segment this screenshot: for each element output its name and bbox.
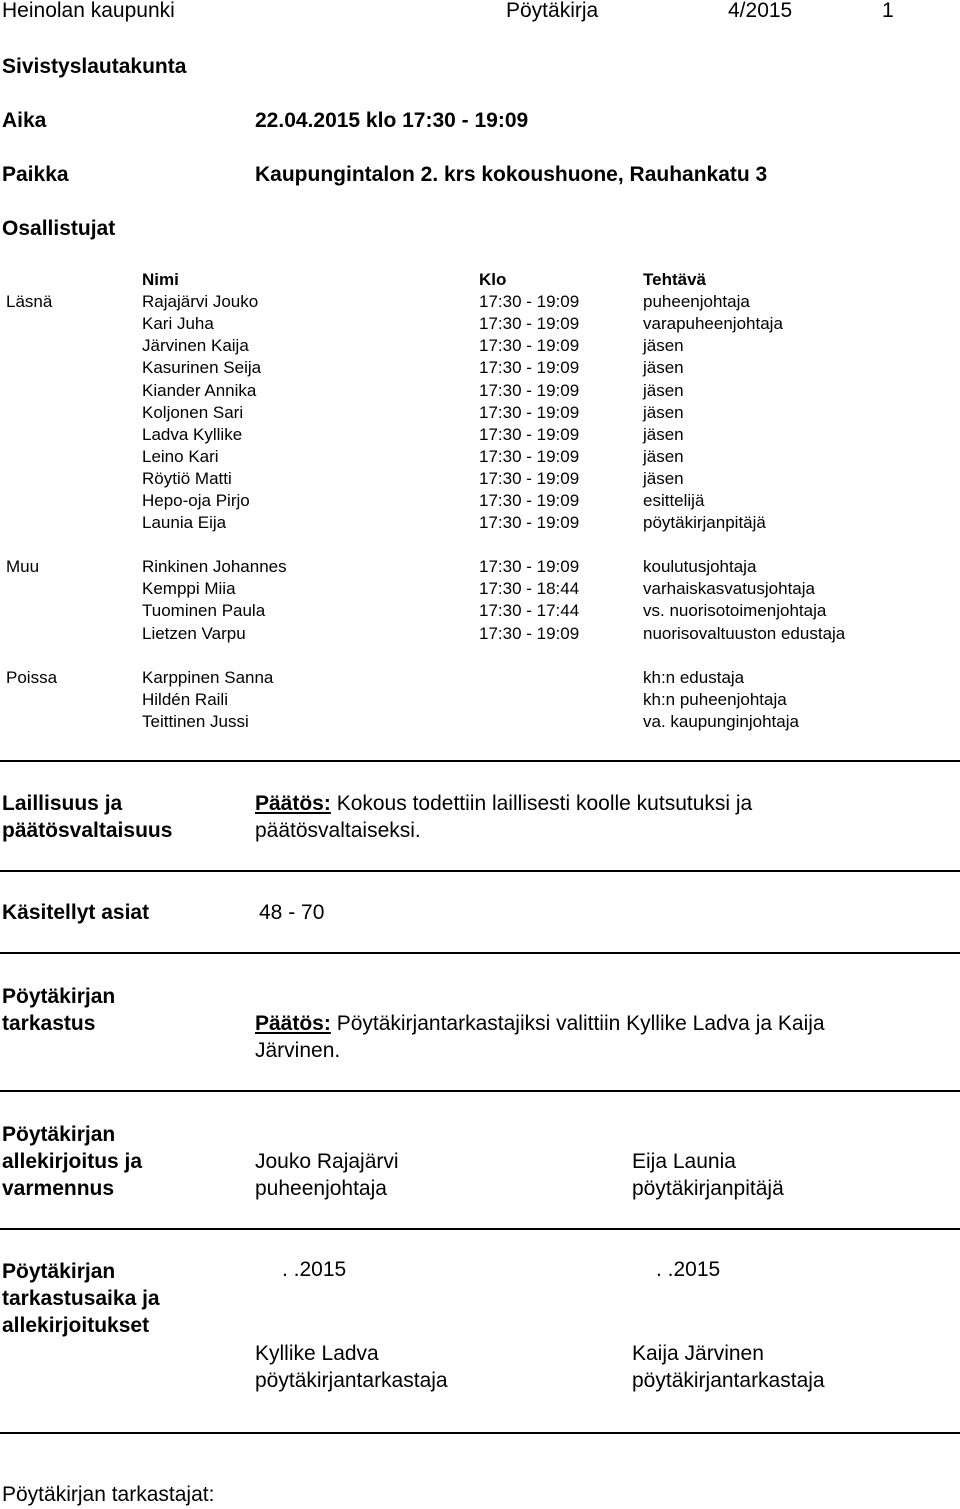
signer2-role: pöytäkirjanpitäjä: [632, 1177, 784, 1200]
legality-label-line2: päätösvaltaisuus: [2, 819, 173, 842]
participant-role: koulutusjohtaja: [643, 557, 757, 576]
signer2-name: Eija Launia: [632, 1150, 736, 1173]
participant-role: kh:n puheenjohtaja: [643, 690, 787, 709]
participant-time: 17:30 - 19:09: [479, 292, 580, 311]
signing-label-line3: varmennus: [2, 1177, 115, 1200]
participant-name: Hepo-oja Pirjo: [142, 491, 250, 510]
participant-name: Kasurinen Seija: [142, 358, 262, 377]
review-label: [2, 983, 115, 1037]
review-label-line1: Pöytäkirjan: [2, 985, 116, 1008]
participant-group-label: Poissa: [6, 668, 58, 687]
column-header-time: Klo: [479, 270, 507, 289]
participant-role: va. kaupunginjohtaja: [643, 712, 799, 731]
participant-role: jäsen: [643, 469, 684, 488]
participant-role: varapuheenjohtaja: [643, 314, 783, 333]
participant-time: 17:30 - 19:09: [479, 557, 580, 576]
participant-role: jäsen: [643, 336, 684, 355]
signer1-role: puheenjohtaja: [255, 1177, 387, 1200]
legality-label-line1: Laillisuus ja: [2, 792, 123, 815]
participant-name: Ladva Kyllike: [142, 425, 243, 444]
review-decision-text: Pöytäkirjantarkastajiksi valittiin Kyllike Ladva ja Kaija Järvinen.: [255, 1012, 825, 1062]
checking-date-1: . .2015: [282, 1258, 347, 1281]
legality-decision: [255, 790, 855, 844]
participant-role: jäsen: [643, 425, 684, 444]
participant-name: Hildén Raili: [142, 690, 228, 709]
time-label: Aika: [2, 109, 47, 132]
signing-label-line1: Pöytäkirjan: [2, 1123, 116, 1146]
participant-role: nuorisovaltuuston edustaja: [643, 624, 846, 643]
legality-decision-label: Päätös:: [255, 792, 331, 815]
legality-decision-text: Kokous todettiin laillisesti koolle kutsutuksi ja päätösvaltaiseksi.: [255, 792, 753, 842]
participant-name: Leino Kari: [142, 447, 219, 466]
checker2: [632, 1340, 825, 1394]
participant-time: 17:30 - 18:44: [479, 579, 580, 598]
checking-date-2: . .2015: [656, 1258, 721, 1281]
participant-name: Koljonen Sari: [142, 403, 244, 422]
organization-name: Heinolan kaupunki: [2, 0, 175, 22]
participant-name: Kiander Annika: [142, 381, 257, 400]
participant-role: jäsen: [643, 358, 684, 377]
participant-role: jäsen: [643, 447, 684, 466]
page-number: 1: [882, 0, 894, 22]
signer2: [632, 1148, 784, 1202]
divider: [0, 952, 960, 954]
participant-role: jäsen: [643, 403, 684, 422]
participant-role: jäsen: [643, 381, 684, 400]
participant-role: esittelijä: [643, 491, 705, 510]
participant-time: 17:30 - 19:09: [479, 491, 580, 510]
participant-group-label: Läsnä: [6, 292, 53, 311]
participant-time: 17:30 - 19:09: [479, 336, 580, 355]
checker1-role: pöytäkirjantarkastaja: [255, 1369, 448, 1392]
checking-label-line2: tarkastusaika ja: [2, 1287, 160, 1310]
legality-label: [2, 790, 172, 844]
divider: [0, 870, 960, 872]
participant-name: Teittinen Jussi: [142, 712, 249, 731]
participant-name: Launia Eija: [142, 513, 227, 532]
column-header-name: Nimi: [142, 270, 179, 289]
document-number: 4/2015: [728, 0, 793, 22]
place-label: Paikka: [2, 163, 69, 186]
participant-time: 17:30 - 19:09: [479, 358, 580, 377]
signer1-name: Jouko Rajajärvi: [255, 1150, 399, 1173]
participant-role: vs. nuorisotoimenjohtaja: [643, 601, 827, 620]
divider: [0, 1228, 960, 1230]
participant-role: kh:n edustaja: [643, 668, 745, 687]
participant-role: puheenjohtaja: [643, 292, 750, 311]
participant-time: 17:30 - 19:09: [479, 425, 580, 444]
participant-time: 17:30 - 19:09: [479, 447, 580, 466]
signing-label: [2, 1121, 142, 1202]
participant-time: 17:30 - 19:09: [479, 624, 580, 643]
participant-name: Tuominen Paula: [142, 601, 266, 620]
column-header-role: Tehtävä: [643, 270, 706, 289]
footer-reviewers-label: Pöytäkirjan tarkastajat:: [2, 1483, 215, 1506]
checking-label-line1: Pöytäkirjan: [2, 1260, 116, 1283]
checker1: [255, 1340, 448, 1394]
checking-label-line3: allekirjoitukset: [2, 1314, 150, 1337]
handled-value: 48 - 70: [259, 901, 325, 924]
place-value: Kaupungintalon 2. krs kokoushuone, Rauhankatu 3: [255, 163, 768, 186]
participant-name: Rajajärvi Jouko: [142, 292, 259, 311]
participant-name: Lietzen Varpu: [142, 624, 246, 643]
participant-name: Röytiö Matti: [142, 469, 232, 488]
participant-role: varhaiskasvatusjohtaja: [643, 579, 815, 598]
participant-name: Järvinen Kaija: [142, 336, 249, 355]
signer1: [255, 1148, 399, 1202]
divider: [0, 1432, 960, 1434]
committee-name: Sivistyslautakunta: [2, 55, 187, 78]
participant-time: 17:30 - 19:09: [479, 381, 580, 400]
divider: [0, 1090, 960, 1092]
checking-label: [2, 1258, 160, 1339]
signing-label-line2: allekirjoitus ja: [2, 1150, 143, 1173]
participant-name: Kari Juha: [142, 314, 214, 333]
participant-time: 17:30 - 19:09: [479, 403, 580, 422]
divider: [0, 760, 960, 762]
handled-label: Käsitellyt asiat: [2, 901, 150, 924]
document-type: Pöytäkirja: [506, 0, 599, 22]
checker2-role: pöytäkirjantarkastaja: [632, 1369, 825, 1392]
review-decision-label: Päätös:: [255, 1012, 331, 1035]
time-value: 22.04.2015 klo 17:30 - 19:09: [255, 109, 529, 132]
participant-time: 17:30 - 19:09: [479, 469, 580, 488]
participant-name: Karppinen Sanna: [142, 668, 274, 687]
participant-role: pöytäkirjanpitäjä: [643, 513, 766, 532]
participant-time: 17:30 - 19:09: [479, 314, 580, 333]
participant-name: Rinkinen Johannes: [142, 557, 287, 576]
participant-name: Kemppi Miia: [142, 579, 236, 598]
participant-group-label: Muu: [6, 557, 40, 576]
participants-label: Osallistujat: [2, 217, 116, 240]
review-label-line2: tarkastus: [2, 1012, 96, 1035]
participant-time: 17:30 - 17:44: [479, 601, 580, 620]
review-decision: [255, 1010, 905, 1064]
checker1-name: Kyllike Ladva: [255, 1342, 379, 1365]
participant-time: 17:30 - 19:09: [479, 513, 580, 532]
checker2-name: Kaija Järvinen: [632, 1342, 764, 1365]
